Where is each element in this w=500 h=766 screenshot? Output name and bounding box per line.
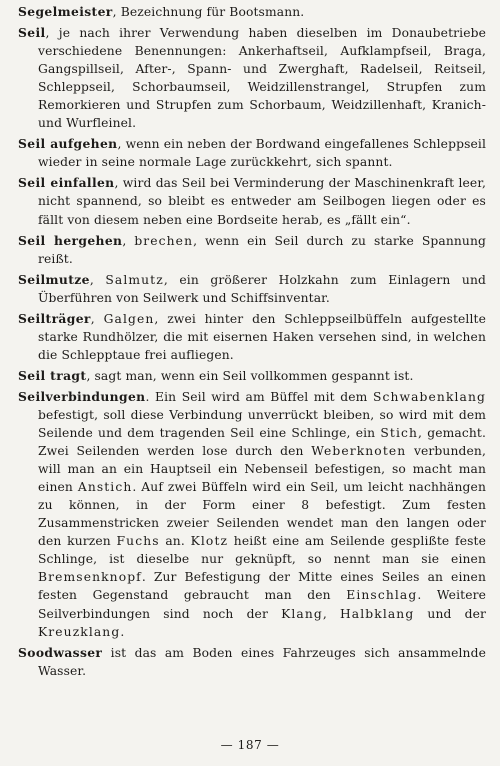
emphasized-term: brechen xyxy=(134,233,194,248)
emphasized-term: Halbklang xyxy=(339,606,415,621)
glossary-entry-seilverbindungen xyxy=(18,388,486,641)
glossary-entry-seilmutze xyxy=(18,271,486,307)
entry-term: Seilverbindungen xyxy=(18,388,146,404)
glossary-entry-seil xyxy=(18,24,486,132)
entry-text: , je nach ihrer Verwendung haben dieselben im Donaubetriebe verschiedene Benennungen: Ankerhaftseil, Aufklampfseil, Braga, Gangspillseil, After-, Spann- und Zwerghaft, Radelseil, Reitseil, Schleppseil, Schorbaumseil, Weidzillenstrangel, Strupfen zum Remorkieren und Strupfen zum Schorbaum, Weidzillenhaft, Kranich- und Wurfleinel. xyxy=(38,26,486,131)
glossary-entry-seil-hergehen xyxy=(18,232,486,268)
emphasized-term: Fuchs xyxy=(116,534,160,549)
entry-text: verbunden, will man an ein Hauptseil ein Nebenseil befestigen, so macht man einen xyxy=(38,444,486,495)
entry-text: , xyxy=(122,233,135,248)
emphasized-term: Schwabenklang xyxy=(372,389,486,404)
entry-text: , wenn ein neben der Bordwand eingefallenes Schleppseil wieder in seine normale Lage zurückkehrt, sich spannt. xyxy=(38,137,487,170)
glossary-entry-seiltraeger xyxy=(18,310,486,364)
emphasized-term: Einschlag xyxy=(346,588,418,603)
entry-text: . Weitere Seilverbindungen sind noch der xyxy=(38,588,486,621)
entry-text: . xyxy=(120,624,125,639)
entry-term: Seil xyxy=(18,25,46,41)
entry-text: . Auf zwei Büffeln wird ein Seil, um leicht nachhängen zu können, in der Form einer 8 befestigt. Zum festen Zusammenstricken zweier Seilenden wendet man den langen oder den kurzen xyxy=(38,480,486,549)
entry-term: Seil einfallen xyxy=(18,175,115,191)
emphasized-term: Stich xyxy=(380,426,419,441)
entry-text: , ein größerer Holzkahn zum Einlagern und Überführen von Seilwerk und Schiffsinventar. xyxy=(38,272,486,305)
entry-text: . Ein Seil wird am Büffel mit dem xyxy=(145,389,373,404)
entry-term: Soodwasser xyxy=(18,644,103,660)
entry-text: , gemacht. Zwei Seilenden werden lose durch den xyxy=(38,426,486,459)
emphasized-term: Bremsenknopf xyxy=(38,570,142,585)
entry-text: , xyxy=(322,606,340,621)
emphasized-term: Salmutz xyxy=(105,272,164,287)
entry-text: , wird das Seil bei Verminderung der Maschinenkraft leer, nicht spannend, so bleibt es entweder am Seilbogen liegen oder es fällt von diesem neben eine Bordseite herab, es „fällt ein“. xyxy=(38,176,486,227)
emphasized-term: Weberknoten xyxy=(311,444,407,459)
entry-term: Seilträger xyxy=(18,310,91,326)
entry-text: , zwei hinter den Schleppseilbüffeln aufgestellte starke Rundhölzer, die mit eisernen Haken versehen sind, in welchen die Schlepptaue frei aufliegen. xyxy=(38,311,486,362)
entry-text: , wenn ein Seil durch zu starke Spannung reißt. xyxy=(38,233,486,266)
entry-text: , sagt man, wenn ein Seil vollkommen gespannt ist. xyxy=(86,368,414,383)
emphasized-term: Anstich xyxy=(77,480,133,495)
entry-text: , xyxy=(89,272,106,287)
emphasized-term: Galgen xyxy=(103,311,155,326)
glossary-entry-seil-aufgehen xyxy=(18,135,486,171)
entry-term: Seil tragt xyxy=(18,367,87,383)
emphasized-term: Klang xyxy=(281,606,323,621)
entry-text: an. xyxy=(159,534,191,549)
glossary-entry-seil-einfallen xyxy=(18,174,486,228)
entry-text: befestigt, soll diese Verbindung unverrückt bleiben, so wird mit dem Seilende und dem tragenden Seil eine Schlinge, ein xyxy=(38,407,486,441)
emphasized-term: Kreuzklang xyxy=(38,624,121,639)
entry-term: Seil aufgehen xyxy=(18,136,118,152)
page-number: — 187 — xyxy=(220,738,280,752)
glossary-entry-seil-tragt xyxy=(18,367,486,385)
entry-text: , xyxy=(90,311,104,326)
glossary-entry-soodwasser xyxy=(18,644,486,680)
entry-text: heißt eine am Seilende gesplißte feste Schlinge, ist dieselbe nur geknüpft, so nennt man sie einen xyxy=(38,534,486,567)
entry-text: , Bezeichnung für Bootsmann. xyxy=(112,5,305,19)
entry-term: Seilmutze xyxy=(18,271,90,287)
entry-text: ist das am Boden eines Fahrzeuges sich ansammelnde Wasser. xyxy=(38,645,486,678)
entry-list xyxy=(18,3,486,680)
entry-text: und der xyxy=(414,606,486,621)
entry-term: Seil hergehen xyxy=(18,232,123,248)
entry-term: Segelmeister xyxy=(18,4,113,19)
emphasized-term: Klotz xyxy=(190,534,229,549)
entry-text: . Zur Befestigung der Mitte eines Seiles an einen festen Gegenstand gebraucht man den xyxy=(38,570,486,603)
glossary-entry-segelmeister xyxy=(18,3,486,21)
